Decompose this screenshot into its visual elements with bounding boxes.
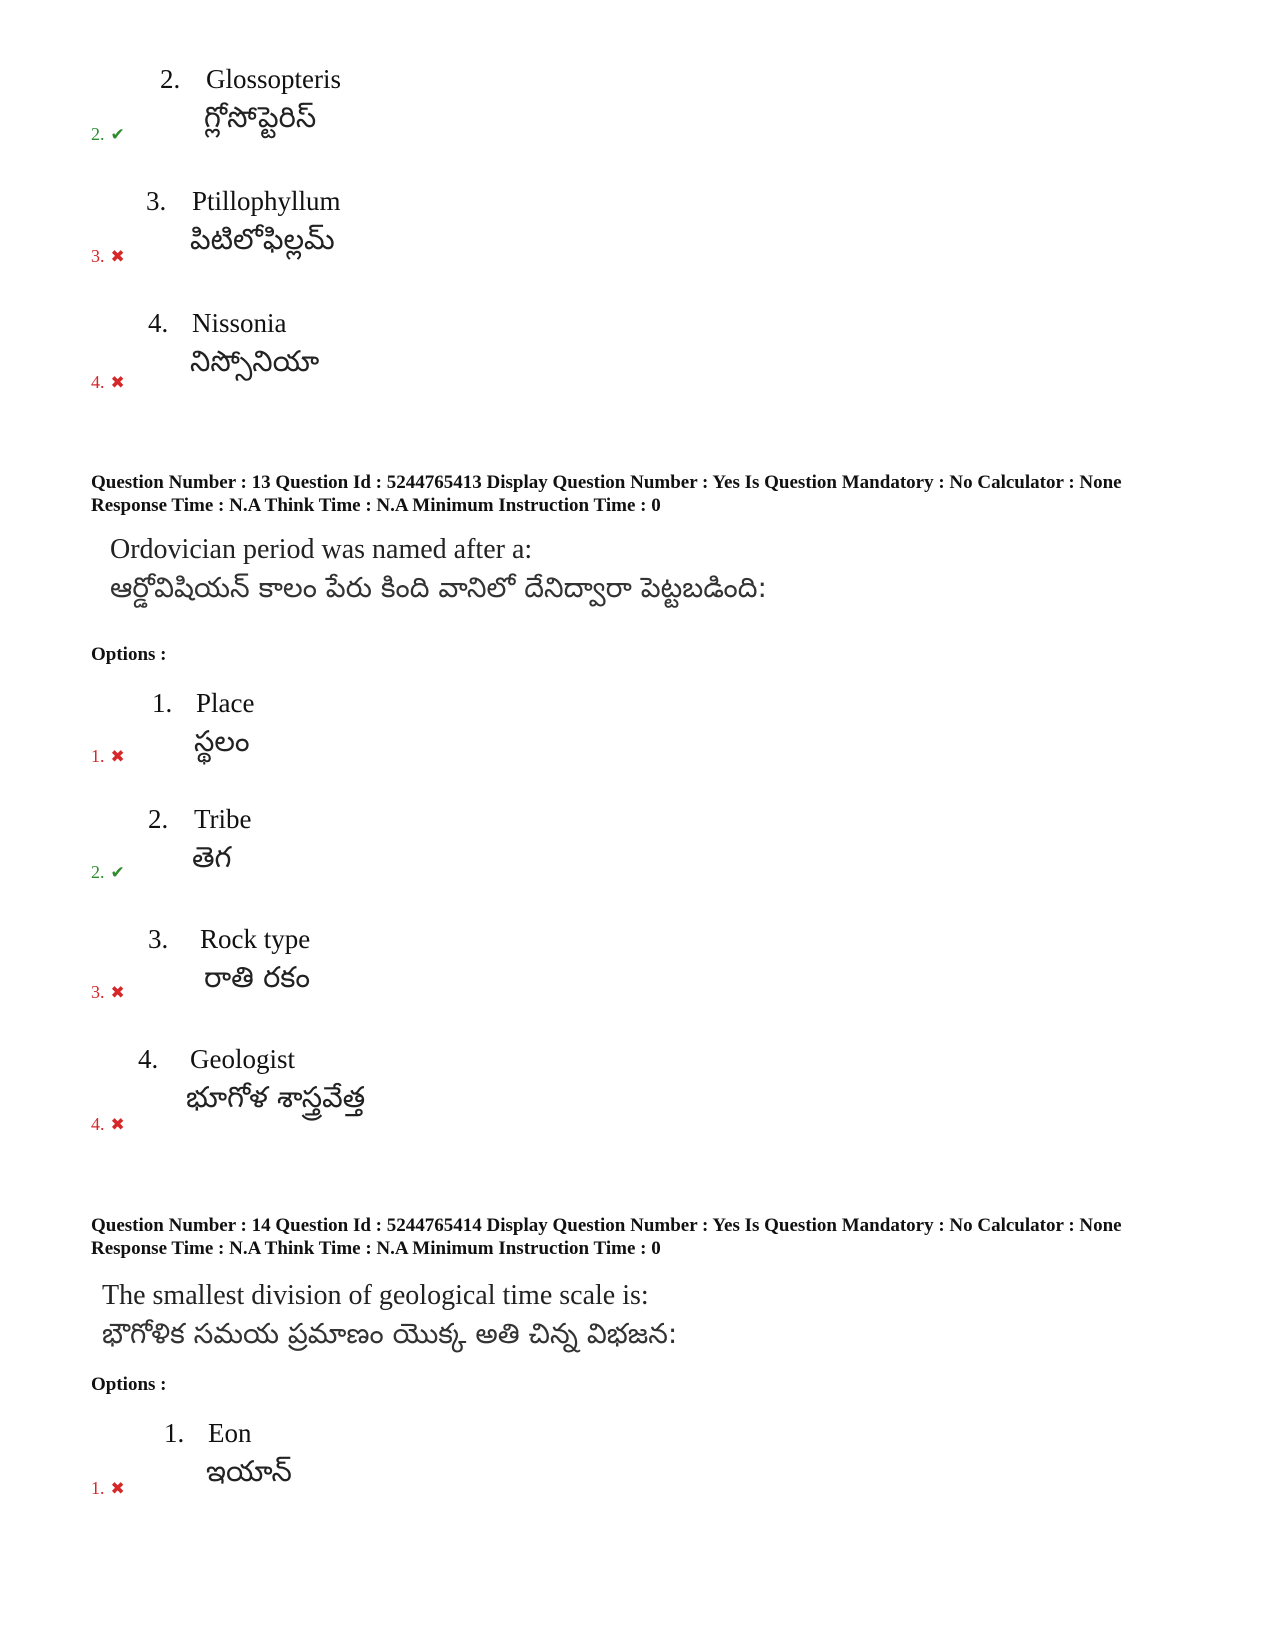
check-icon: ✔ [110, 863, 125, 883]
option-text-en: Place [196, 688, 255, 718]
answer-mark: 1. ✖ [91, 746, 125, 767]
option-text-en: Eon [208, 1418, 252, 1448]
option-number: 4. [138, 1044, 159, 1074]
cross-icon: ✖ [110, 247, 125, 267]
option-item [0, 802, 1275, 922]
option-number: 2. [160, 64, 181, 94]
question-text-te: ఆర్డోవిషియన్ కాలం పేరు కింది వానిలో దేనిద్వారా పెట్టబడింది: [110, 571, 767, 604]
question-text [102, 1278, 677, 1354]
option-text-en: Tribe [194, 804, 252, 834]
answer-mark: 2. ✔ [91, 124, 125, 145]
question-text-en: The smallest division of geological time scale is: [102, 1280, 649, 1311]
cross-icon: ✖ [110, 983, 125, 1003]
option-item [0, 184, 1275, 304]
option-text-en: Geologist [190, 1044, 295, 1074]
cross-icon: ✖ [110, 747, 125, 767]
answer-mark: 2. ✔ [91, 862, 125, 883]
option-item [0, 62, 1275, 182]
option-number: 2. [148, 804, 169, 834]
options-label: Options : [91, 1374, 167, 1395]
option-text-te: పిటిలోఫిల్లమ్ [190, 222, 335, 256]
check-icon: ✔ [110, 125, 125, 145]
cross-icon: ✖ [110, 1479, 125, 1499]
question-text-en: Ordovician period was named after a: [110, 534, 533, 565]
option-text-te: నిస్సోనియా [190, 344, 320, 378]
answer-mark: 1. ✖ [91, 1478, 125, 1499]
option-text-te: తెగ [192, 840, 232, 874]
option-number: 1. [152, 688, 173, 718]
question-meta: Question Number : 14 Question Id : 5244765414 Display Question Number : Yes Is Question Mandatory : No Calculator : None Response Time : N.A Think Time : N.A Minimum Instruction Time : 0 [91, 1215, 1122, 1259]
cross-icon: ✖ [110, 1115, 125, 1135]
option-number: 3. [148, 924, 169, 954]
option-text-te: రాతి రకం [204, 960, 311, 994]
option-number: 3. [146, 186, 167, 216]
options-label: Options : [91, 644, 167, 665]
option-text-te: స్థలం [194, 724, 250, 758]
option-text-te: గ్లోసోప్టెరిస్ [204, 100, 317, 134]
answer-mark: 3. ✖ [91, 982, 125, 1003]
option-text-en: Rock type [200, 924, 311, 954]
answer-mark: 4. ✖ [91, 1114, 125, 1135]
question-text-te: భౌగోళిక సమయ ప్రమాణం యొక్క అతి చిన్న విభజన: [102, 1317, 678, 1350]
option-item [0, 1042, 1275, 1162]
answer-mark: 3. ✖ [91, 246, 125, 267]
question-text [110, 532, 767, 608]
option-number: 4. [148, 308, 169, 338]
question-meta: Question Number : 13 Question Id : 5244765413 Display Question Number : Yes Is Question Mandatory : No Calculator : None Response Time : N.A Think Time : N.A Minimum Instruction Time : 0 [91, 472, 1122, 516]
option-item [0, 1416, 1275, 1536]
option-text-en: Nissonia [192, 308, 287, 338]
cross-icon: ✖ [110, 373, 125, 393]
option-item [0, 922, 1275, 1042]
option-text-te: భూగోళ శాస్త్రవేత్త [186, 1080, 366, 1114]
option-number: 1. [164, 1418, 185, 1448]
option-text-en: Ptillophyllum [192, 186, 341, 216]
option-item [0, 306, 1275, 426]
option-item [0, 686, 1275, 806]
option-text-te: ఇయాన్ [206, 1454, 292, 1488]
option-text-en: Glossopteris [206, 64, 341, 94]
answer-mark: 4. ✖ [91, 372, 125, 393]
